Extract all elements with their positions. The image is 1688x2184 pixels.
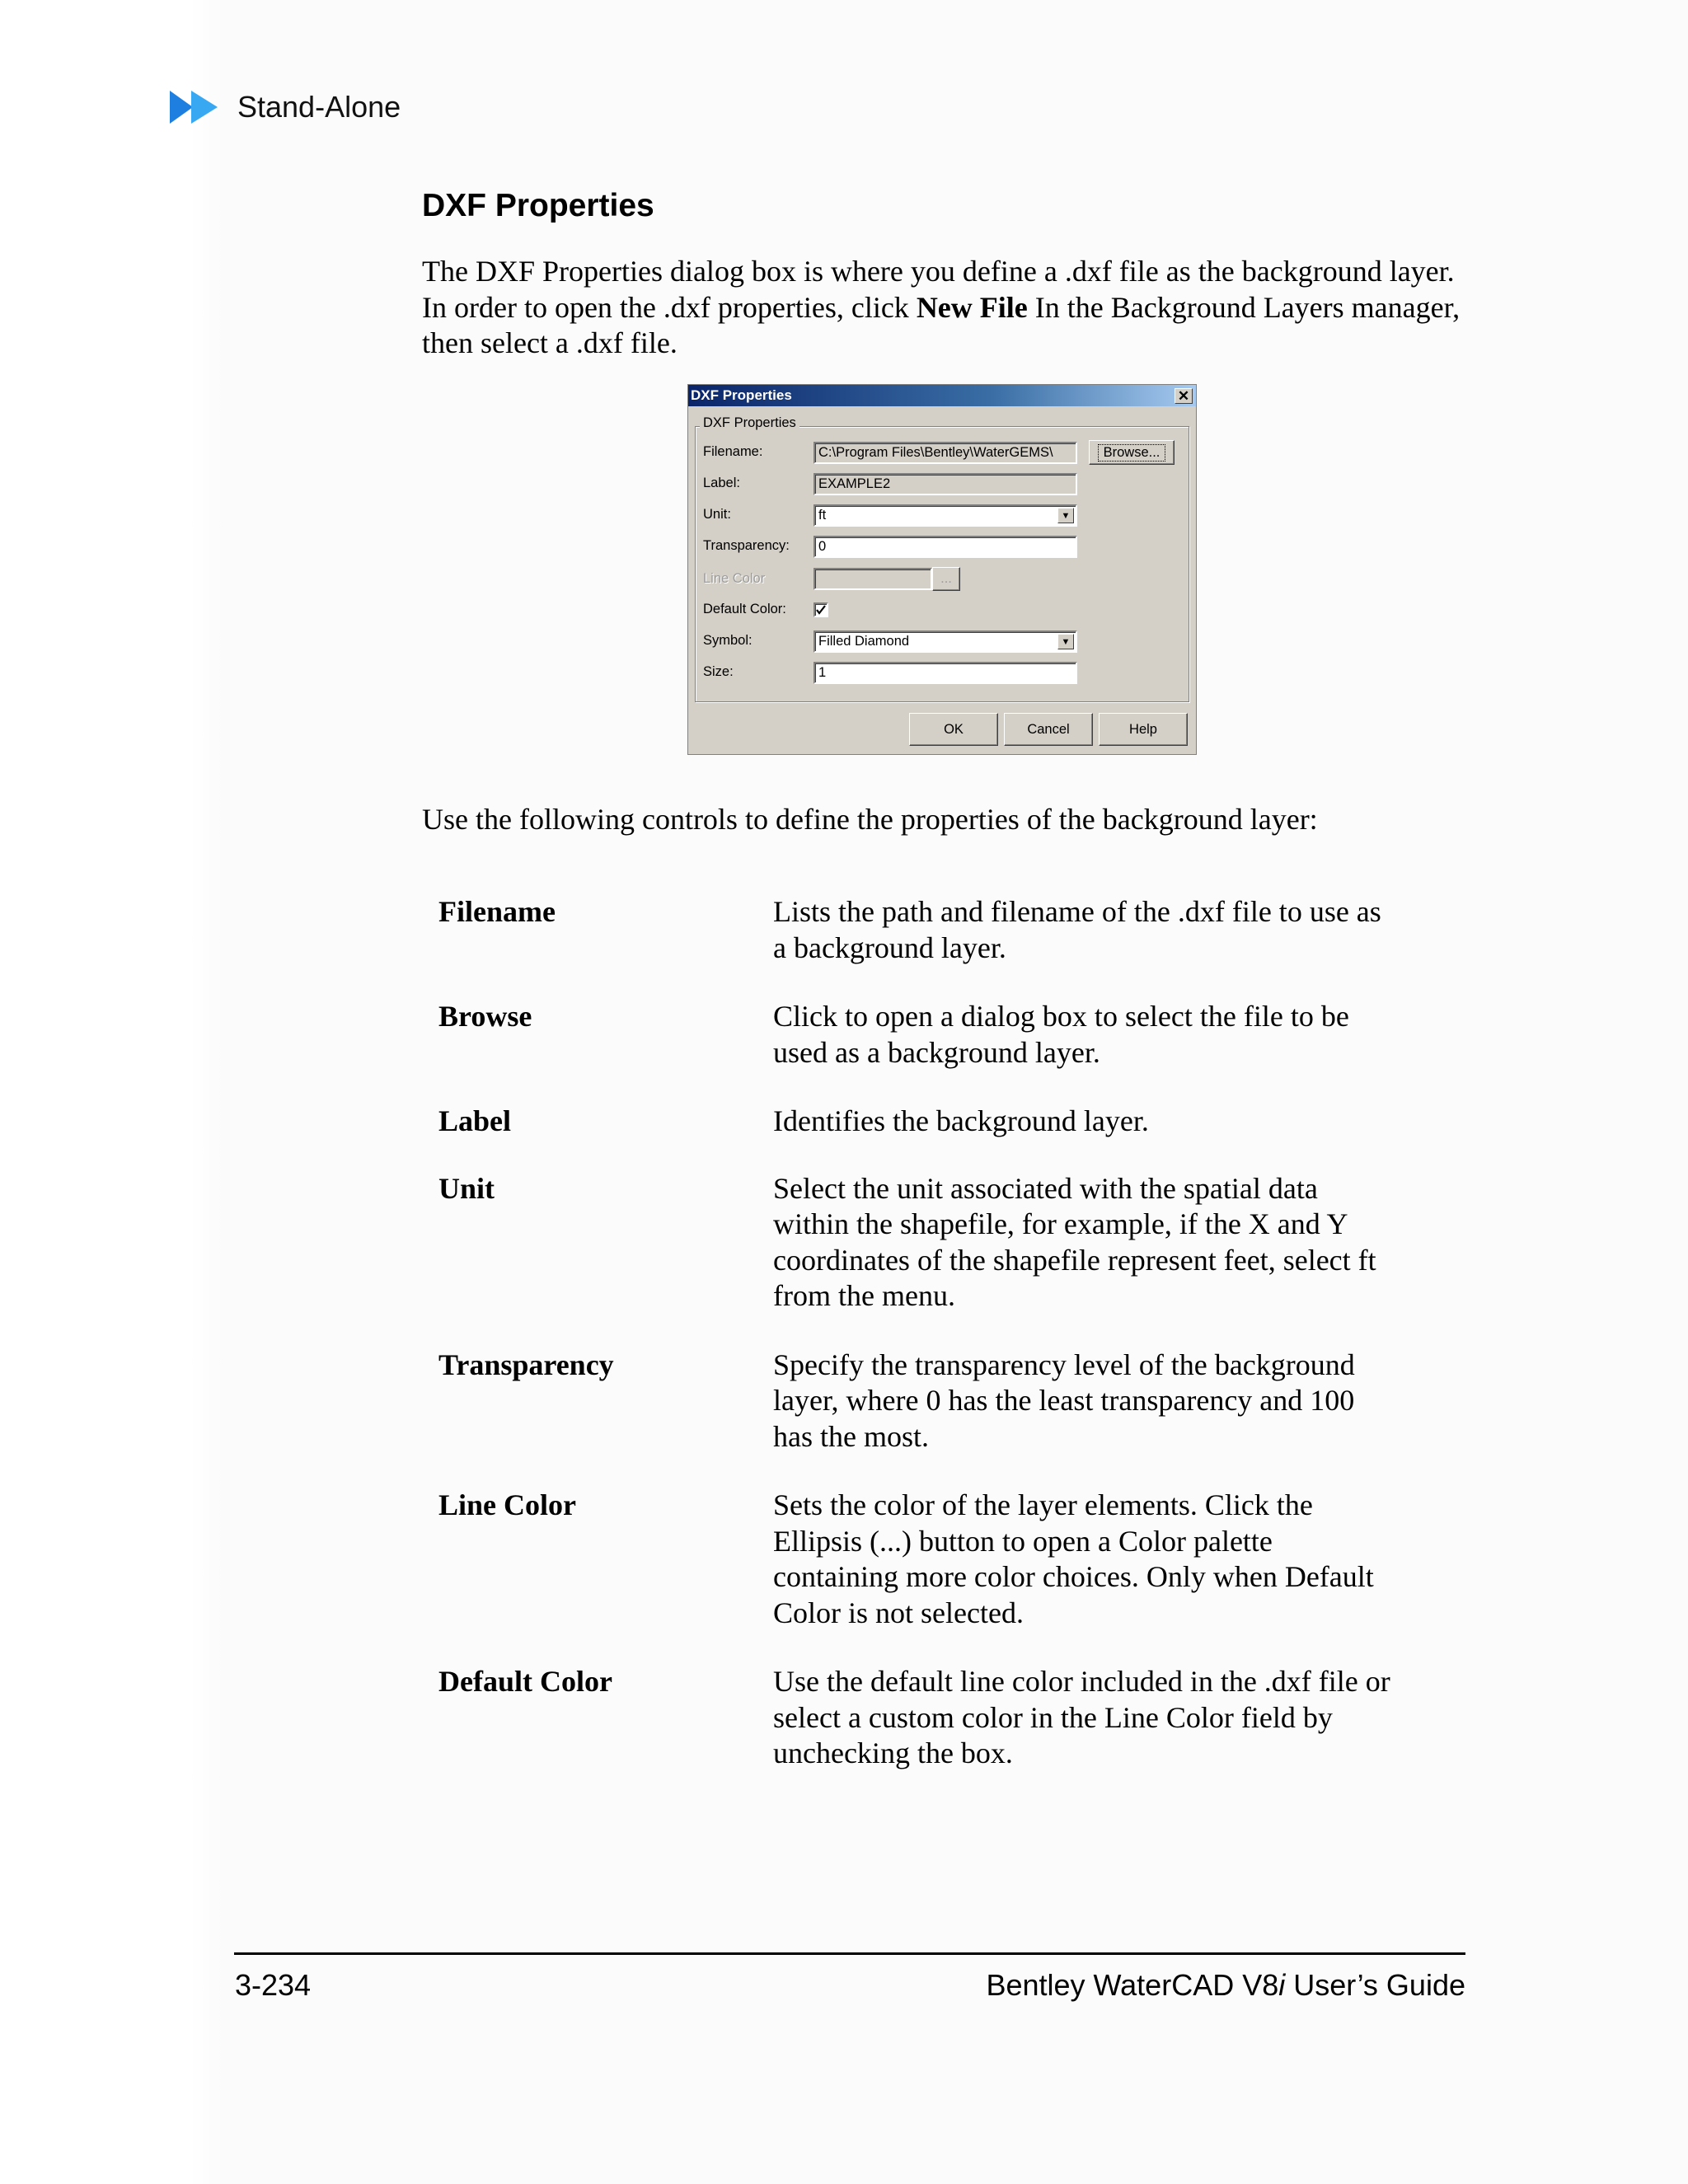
line-color-field [814, 568, 932, 590]
cancel-button[interactable]: Cancel [1004, 713, 1093, 746]
definition-row [438, 999, 1510, 1071]
dxf-properties-dialog [687, 384, 1197, 755]
definition-term: Label [438, 1104, 512, 1137]
definition-row [438, 1171, 1510, 1315]
guide-title [986, 1968, 1465, 2003]
definition-desc: Sets the color of the layer elements. Click the Ellipsis (...) button to open a Color palette containing more color choices. Only when Default Color is not selected. [773, 1488, 1374, 1629]
controls-intro: Use the following controls to define the properties of the background layer: [422, 803, 1318, 836]
intro-paragraph [422, 254, 1485, 362]
definition-term: Transparency [438, 1347, 614, 1381]
definition-desc: Identifies the background layer. [773, 1104, 1149, 1137]
definition-row [438, 1664, 1510, 1772]
ok-button[interactable]: OK [909, 713, 998, 746]
definition-desc: Specify the transparency level of the background layer, where 0 has the least transparency and 100 has the most. [773, 1347, 1355, 1453]
chevron-down-icon[interactable]: ▼ [1057, 508, 1074, 523]
definition-row [438, 894, 1510, 966]
ellipsis-button[interactable]: ... [932, 567, 960, 591]
dialog-title: DXF Properties [691, 387, 792, 403]
unit-label: Unit: [703, 507, 731, 522]
symbol-select-value: Filled Diamond [818, 634, 910, 649]
definition-row [438, 1488, 1510, 1631]
label-label: Label: [703, 476, 740, 490]
browse-button-label: Browse... [1098, 444, 1166, 462]
default-color-checkbox[interactable] [814, 602, 828, 617]
chevron-down-icon[interactable]: ▼ [1057, 634, 1074, 649]
definition-desc: Select the unit associated with the spatial data within the shapefile, for example, if the X and Y coordinates of the shapefile represent feet, select ft from the menu. [773, 1171, 1376, 1312]
filename-field[interactable]: C:\Program Files\Bentley\WaterGEMS\ [814, 442, 1077, 464]
unit-select[interactable] [814, 504, 1077, 527]
definition-desc: Use the default line color included in the .dxf file or select a custom color in the Line Color field by unchecking the box. [773, 1665, 1390, 1769]
definition-row [438, 1104, 1510, 1140]
size-field[interactable]: 1 [814, 662, 1077, 684]
double-arrow-icon [170, 89, 223, 125]
definition-row [438, 1347, 1510, 1455]
close-icon[interactable]: ✕ [1175, 388, 1193, 404]
definition-term: Filename [438, 895, 556, 928]
transparency-field[interactable]: 0 [814, 536, 1077, 558]
default-color-label: Default Color: [703, 602, 786, 616]
symbol-select[interactable] [814, 630, 1077, 653]
guide-title-italic: i [1278, 1968, 1286, 2002]
size-label: Size: [703, 664, 734, 679]
intro-text-after: In the Background Layers manager, then select a .dxf file. [422, 290, 1461, 359]
checkmark-icon [816, 605, 826, 615]
definition-list [438, 894, 1510, 1772]
definition-term: Default Color [438, 1665, 612, 1698]
page-title: DXF Properties [422, 188, 654, 223]
page-number: 3-234 [235, 1968, 312, 2002]
intro-text-before: The DXF Properties dialog box is where you define a .dxf file as the background layer. In order to open the .dxf properties, click [422, 255, 1455, 324]
browse-button[interactable] [1089, 440, 1175, 465]
intro-bold-command: New File [916, 290, 1028, 324]
help-button[interactable]: Help [1099, 713, 1188, 746]
dialog-titlebar [688, 385, 1196, 406]
transparency-label: Transparency: [703, 538, 790, 553]
definition-term: Browse [438, 1000, 532, 1033]
label-field[interactable]: EXAMPLE2 [814, 473, 1077, 495]
definition-term: Unit [438, 1171, 495, 1205]
definition-desc: Click to open a dialog box to select the file to be used as a background layer. [773, 1000, 1349, 1069]
symbol-label: Symbol: [703, 633, 753, 648]
groupbox-title: DXF Properties [700, 415, 799, 431]
footer-rule [234, 1952, 1465, 1955]
unit-select-value: ft [818, 508, 827, 523]
filename-label: Filename: [703, 444, 763, 459]
properties-groupbox [695, 426, 1189, 702]
line-color-label: Line Color [703, 571, 766, 586]
running-header [170, 87, 401, 127]
definition-desc: Lists the path and filename of the .dxf file to use as a background layer. [773, 895, 1381, 964]
guide-title-suffix: User’s Guide [1285, 1968, 1465, 2002]
guide-title-main: Bentley WaterCAD V8 [986, 1968, 1279, 2002]
section-label: Stand-Alone [237, 90, 401, 124]
definition-term: Line Color [438, 1488, 576, 1521]
